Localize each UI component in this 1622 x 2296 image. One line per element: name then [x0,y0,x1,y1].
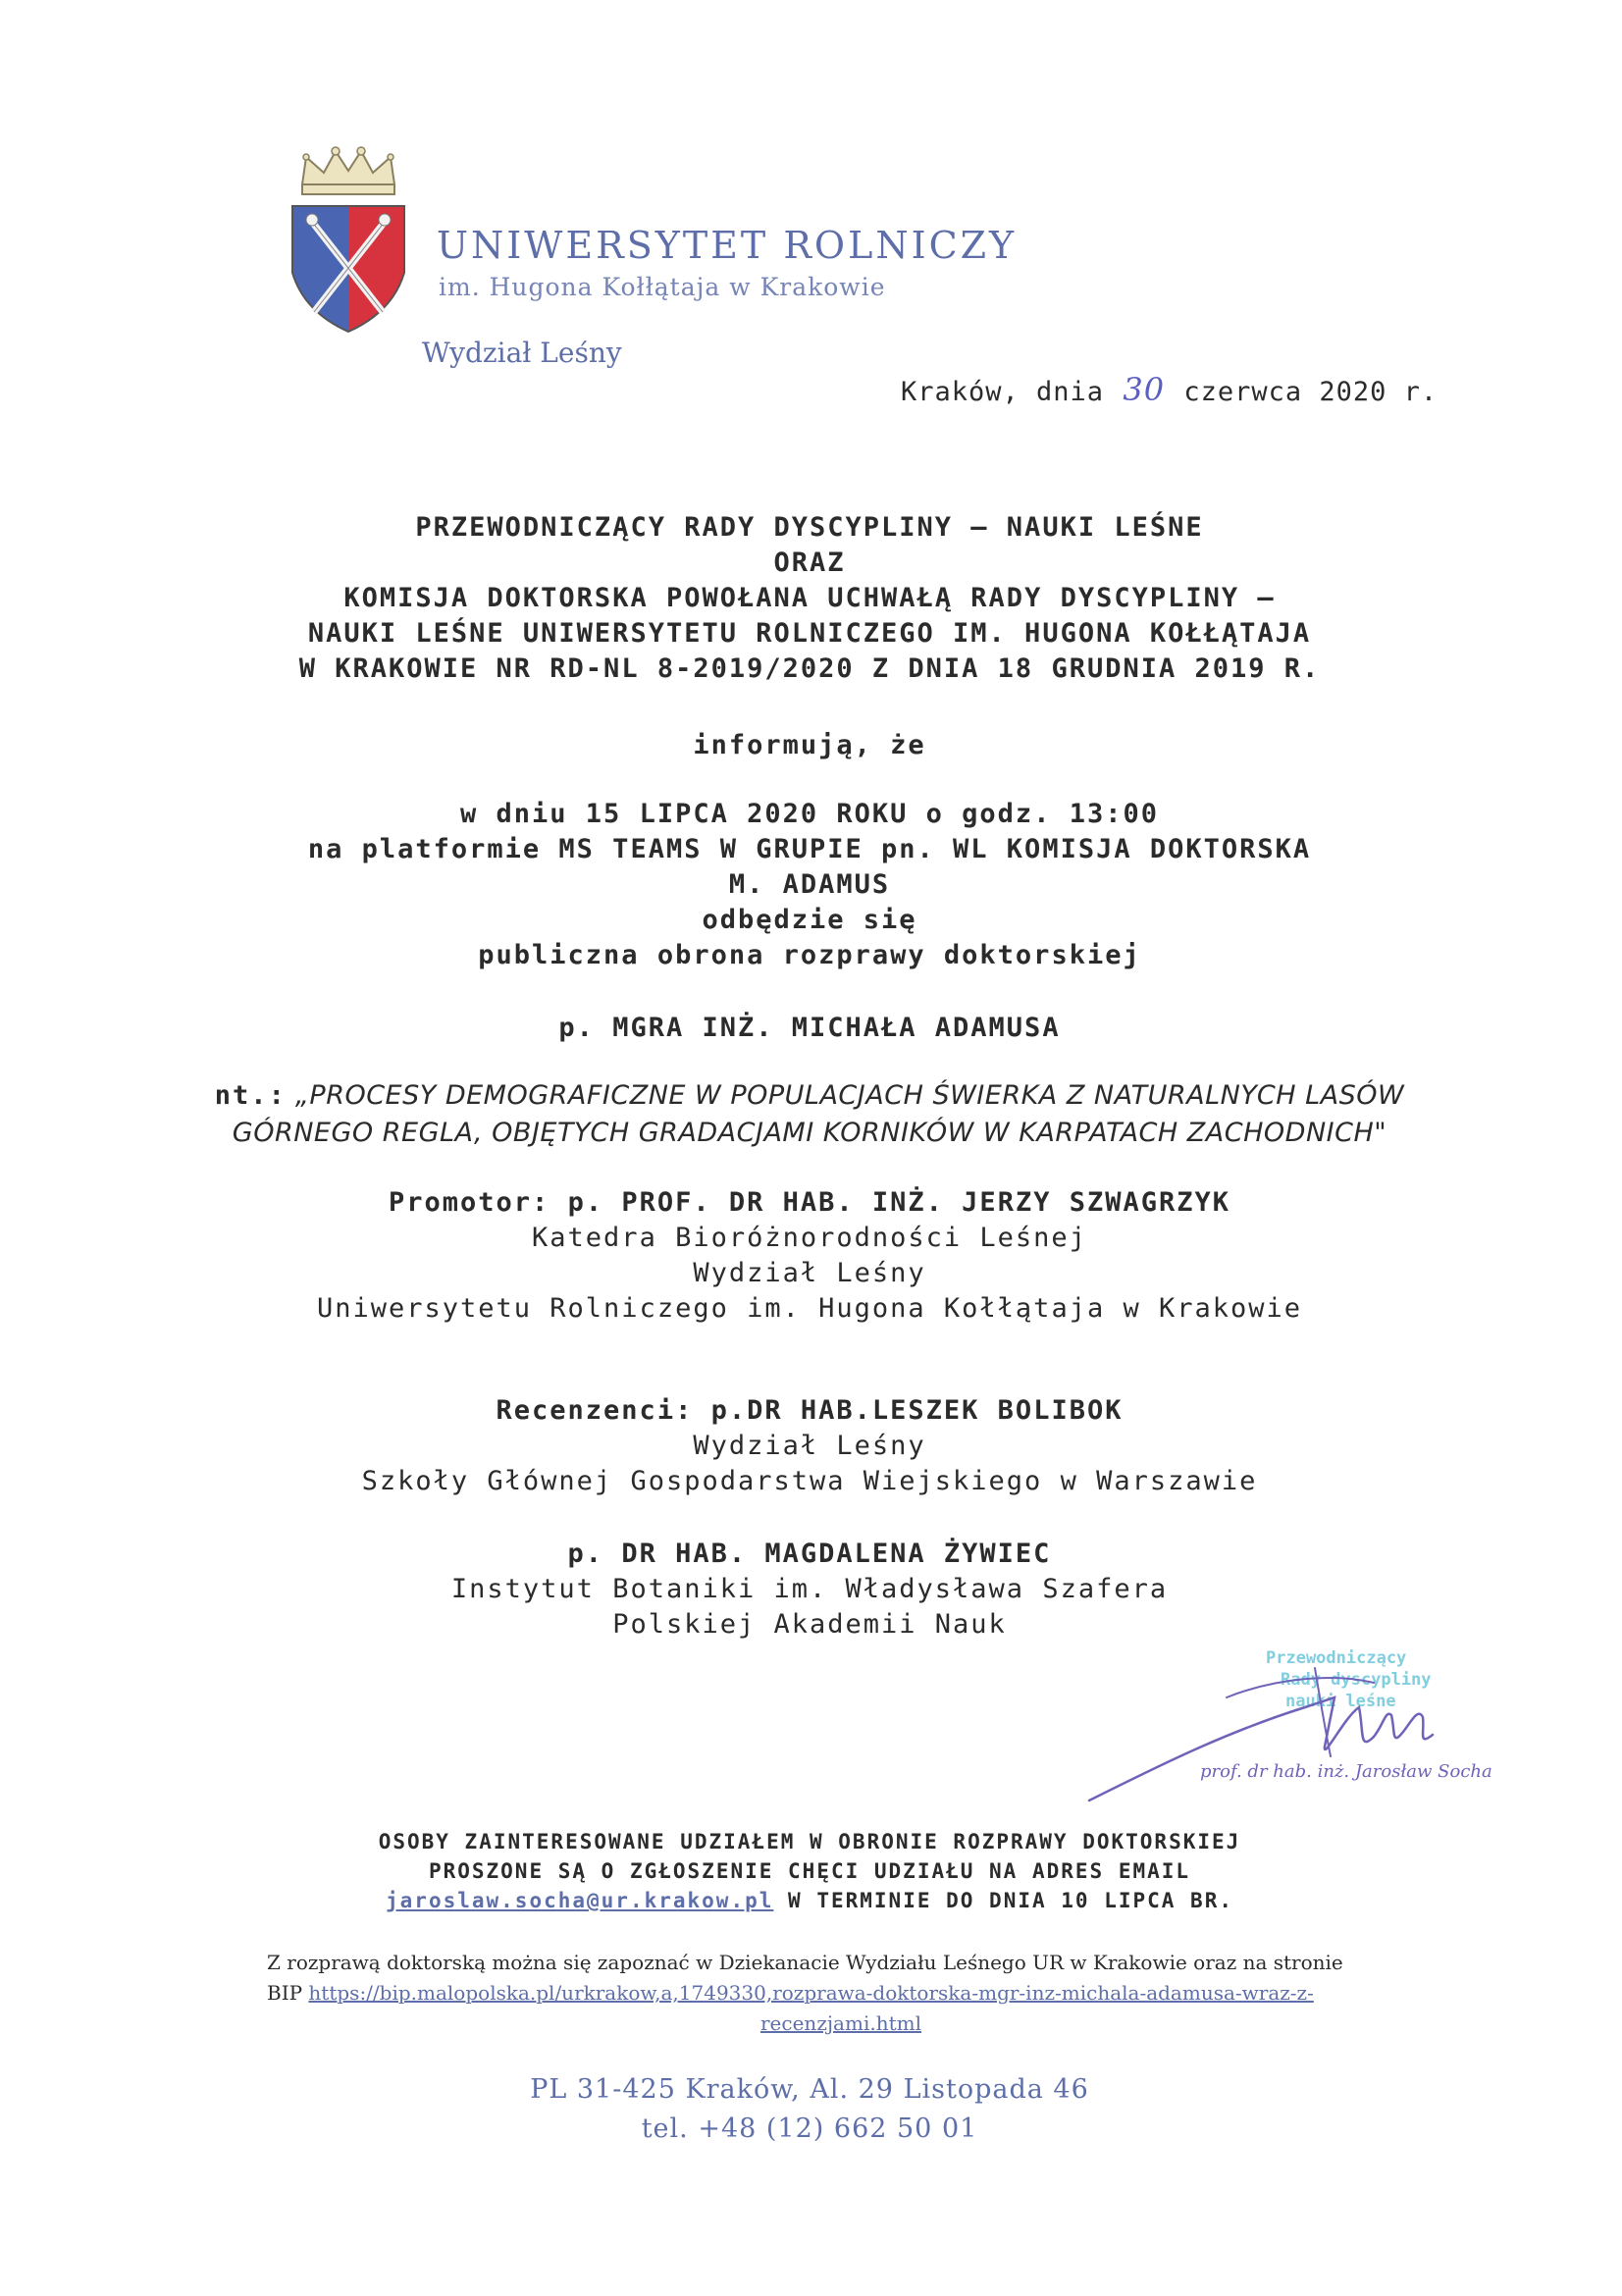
reviewer-affiliation: Instytut Botaniki im. Władysława Szafera [450,1574,1169,1604]
email-link[interactable]: jaroslaw.socha@ur.krakow.pl [386,1889,774,1912]
topic-line: „PROCESY DEMOGRAFICZNE W POPULACJACH ŚWIERKA Z NATURALNYCH LASÓW [294,1080,1405,1111]
promotor-name: p. PROF. DR HAB. INŻ. JERZY SZWAGRZYK [567,1187,1231,1218]
promotor-affiliation: Uniwersytetu Rolniczego im. Hugona Kołłątaja w Krakowie [316,1293,1303,1324]
heading-line: PRZEWODNICZĄCY RADY DYSCYPLINY – NAUKI LEŚNE [415,512,1204,543]
event-will-take-place: odbędzie się [702,905,917,935]
heading-line: W KRAKOWIE NR RD-NL 8-2019/2020 Z DNIA 18 GRUDNIA 2019 R. [298,653,1321,684]
topic-line: GÓRNEGO REGLA, OBJĘTYCH GRADACJAMI KORNIKÓW W KARPATACH ZACHODNICH" [232,1118,1387,1148]
reviewer-name: p. DR HAB. MAGDALENA ŻYWIEC [567,1539,1052,1569]
bip-prefix: BIP [267,1981,303,2005]
candidate-name: p. MGRA INŻ. MICHAŁA ADAMUSA [558,1013,1061,1043]
document-date [901,371,1438,408]
footer-contact [294,2070,1325,2149]
reviewers-label: Recenzenci: [496,1395,694,1426]
footer-address: PL 31-425 Kraków, Al. 29 Listopada 46 [530,2074,1089,2105]
reviewer-second [196,1537,1423,1643]
promotor-affiliation: Katedra Bioróżnorodności Leśnej [532,1223,1087,1253]
heading-line: NAUKI LEŚNE UNIWERSYTETU ROLNICZEGO IM. HUGONA KOŁŁĄTAJA [307,618,1312,649]
document-heading [196,510,1423,687]
date-day-handwritten: 30 [1123,371,1166,408]
date-suffix: czerwca 2020 r. [1183,377,1439,407]
faculty-name: Wydział Leśny [422,337,622,369]
topic-prefix: nt.: [214,1080,287,1111]
promotor-section [196,1185,1423,1327]
notice-deadline: W TERMINIE DO DNIA 10 LIPCA BR. [788,1889,1233,1912]
bip-link[interactable]: https://bip.malopolska.pl/urkrakow,a,1749330,rozprawa-doktorska-mgr-inz-michala-adamusa-wraz-z- [308,1981,1314,2005]
university-subtitle: im. Hugona Kołłątaja w Krakowie [439,273,886,301]
thesis-topic [196,1077,1423,1152]
attendance-notice [196,1827,1423,1915]
bip-link-continued[interactable]: recenzjami.html [760,2011,921,2035]
reviewer-affiliation: Wydział Leśny [693,1431,926,1461]
heading-line: KOMISJA DOKTORSKA POWOŁANA UCHWAŁĄ RADY DYSCYPLINY – [343,583,1276,613]
stamp-line: Rady dyscypliny [1281,1670,1432,1690]
university-name: UNIWERSYTET ROLNICZY [437,224,1018,267]
bip-text: Z rozprawą doktorską można się zapoznać w Dziekanacie Wydziału Leśnego UR w Krakowie oraz na stronie [267,1951,1343,1974]
university-crest-icon [285,145,412,334]
footer-phone: tel. +48 (12) 662 50 01 [641,2113,978,2144]
event-what: publiczna obrona rozprawy doktorskiej [478,940,1141,970]
event-details [196,797,1423,973]
event-when: w dniu 15 LIPCA 2020 ROKU o godz. 13:00 [460,799,1159,829]
date-prefix: Kraków, dnia [901,377,1105,407]
bip-info [267,1948,1415,2039]
promotor-affiliation: Wydział Leśny [693,1258,926,1288]
stamp-line: nauki leśne [1285,1692,1396,1711]
reviewer-affiliation: Polskiej Akademii Nauk [612,1609,1007,1640]
notice-line: PROSZONE SĄ O ZGŁOSZENIE CHĘCI UDZIAŁU NA ADRES EMAIL [428,1859,1191,1883]
stamp-line: Przewodniczący [1266,1648,1407,1668]
event-group: M. ADAMUS [728,869,891,900]
promotor-label: Promotor: [388,1187,550,1218]
heading-line: ORAZ [773,548,846,578]
reviewer-name: p.DR HAB.LESZEK BOLIBOK [710,1395,1124,1426]
event-where: na platformie MS TEAMS W GRUPIE pn. WL KOMISJA DOKTORSKA [307,834,1312,864]
inform-text: informują, że [693,730,926,760]
reviewers-section [196,1393,1423,1499]
notice-line: OSOBY ZAINTERESOWANE UDZIAŁEM W OBRONIE ROZPRAWY DOKTORSKIEJ [378,1830,1241,1853]
signatory-name: prof. dr hab. inż. Jarosław Socha [1200,1761,1492,1782]
reviewer-affiliation: Szkoły Głównej Gospodarstwa Wiejskiego w Warszawie [361,1466,1258,1496]
